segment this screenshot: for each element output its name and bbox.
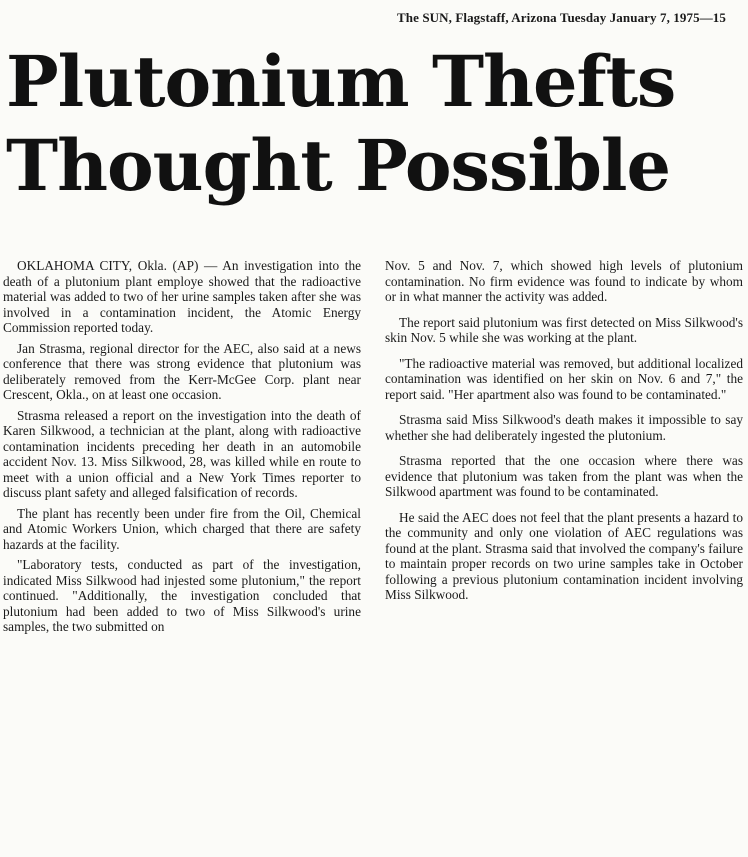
headline-line-2: Thought Possible (6, 124, 671, 207)
dateline: The SUN, Flagstaff, Arizona Tuesday January 7, 1975—15 (397, 10, 726, 25)
paragraph: Nov. 5 and Nov. 7, which showed high levels of plutonium contamination. No firm evidence was found to indicate by whom or in what manner the activity was added. (385, 258, 743, 304)
paragraph: "The radioactive material was removed, but additional localized contamination was identified on her skin on Nov. 6 and 7," the report said. "Her apartment also was found to be contaminated." (385, 355, 743, 402)
paragraph: The report said plutonium was first detected on Miss Silkwood's skin Nov. 5 while she was working at the plant. (385, 314, 743, 345)
paragraph: OKLAHOMA CITY, Okla. (AP) — An investigation into the death of a plutonium plant employe showed that the radioactive material was added to two of her urine samples taken after she was involved in a contamination incident, the Atomic Energy Commission reported today. (3, 258, 361, 335)
paragraph: The plant has recently been under fire from the Oil, Chemical and Atomic Workers Union, which charged that there are safety hazards at the facility. (3, 505, 361, 552)
paragraph: Strasma released a report on the investigation into the death of Karen Silkwood, a technician at the plant, along with radioactive contamination incidents preceding her death in an automobile accident Nov. 13. Miss Silkwood, 28, was killed while en route to meet with a union official and a New York Times reporter to discuss plant safety and alleged falsification of records. (3, 407, 361, 500)
paragraph: Strasma said Miss Silkwood's death makes it impossible to say whether she had deliberately ingested the plutonium. (385, 412, 743, 443)
headline-line-1: Plutonium Thefts (6, 40, 676, 123)
article-body (3, 258, 743, 640)
paragraph: He said the AEC does not feel that the plant presents a hazard to the community and only one violation of AEC regulations was found at the plant. Strasma said that involved the company's failure to maintain proper records on two urine samples take in October following a previous plutonium contamination incident involving Miss Silkwood. (385, 509, 743, 602)
right-column (385, 258, 743, 640)
left-column (3, 258, 361, 640)
paragraph: "Laboratory tests, conducted as part of the investigation, indicated Miss Silkwood had injested some plutonium," the report continued. "Additionally, the investigation concluded that plutonium had been added to two of Miss Silkwood's urine samples, the two submitted on (3, 557, 361, 634)
headline (6, 40, 746, 208)
paragraph: Strasma reported that the one occasion where there was evidence that plutonium was taken from the plant was when the Silkwood apartment was found to be contaminated. (385, 453, 743, 499)
paragraph: Jan Strasma, regional director for the AEC, also said at a news conference that there was strong evidence that plutonium was deliberately removed from the Kerr-McGee Corp. plant near Crescent, Okla., on at least one occasion. (3, 340, 361, 402)
